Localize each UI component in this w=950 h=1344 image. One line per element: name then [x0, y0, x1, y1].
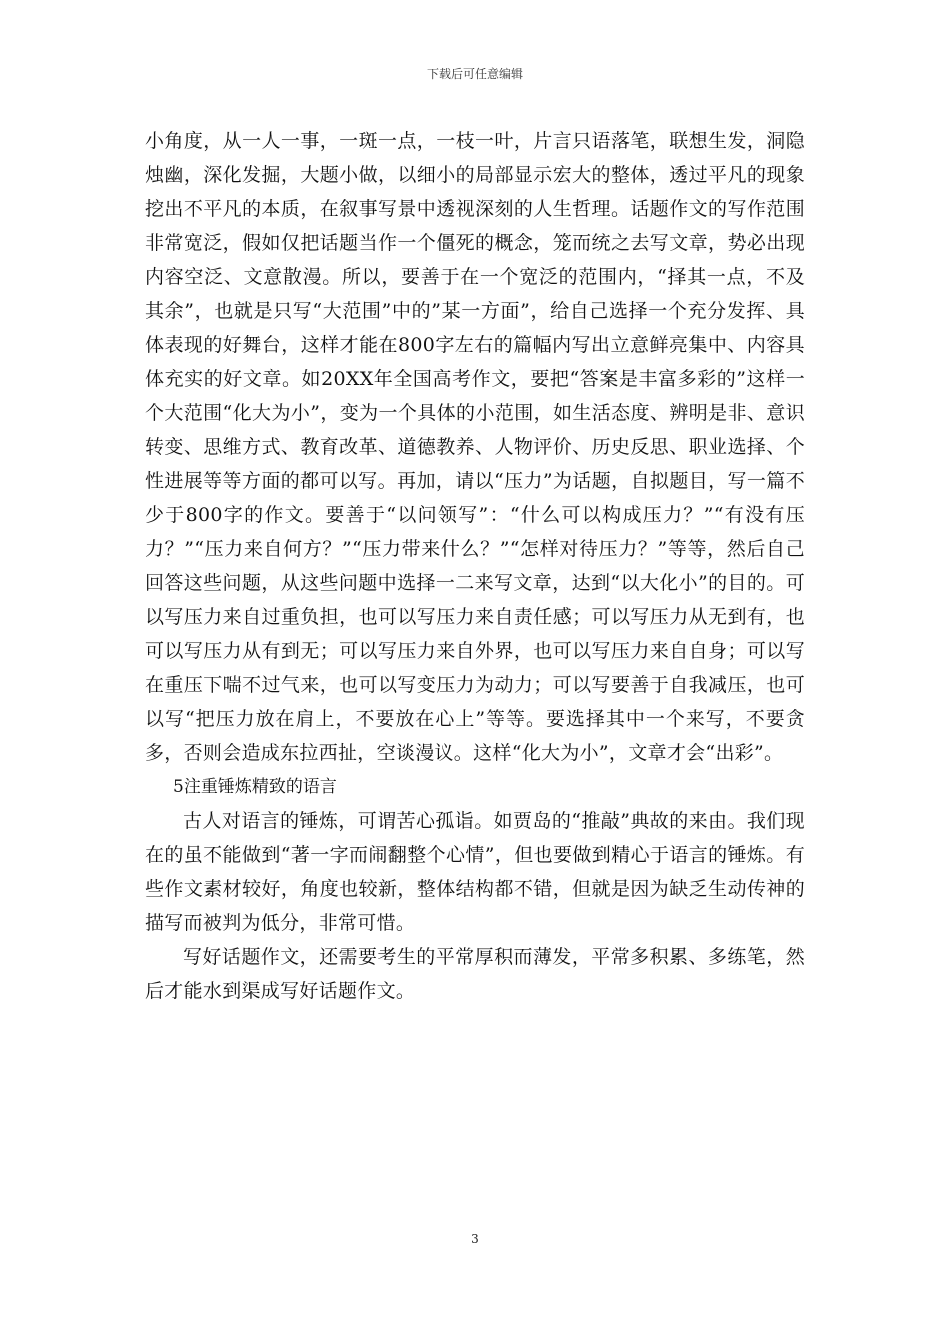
- document-body: [145, 124, 805, 1008]
- body-paragraph: 古人对语言的锤炼，可谓苦心孤诣。如贾岛的“推敲”典故的来由。我们现在的虽不能做到“著一字而闹翻整个心情”，但也要做到精心于语言的锤炼。有些作文素材较好，角度也较新，整体结构都不错，但就是因为缺乏生动传神的描写而被判为低分，非常可惜。: [145, 810, 805, 934]
- section-heading: 5注重锤炼精致的语言: [173, 777, 337, 797]
- body-paragraph: 小角度，从一人一事，一斑一点，一枝一叶，片言只语落笔，联想生发，洞隐烛幽，深化发掘，大题小做，以细小的局部显示宏大的整体，透过平凡的现象挖出不平凡的本质，在叙事写景中透视深刻的人生哲理。话题作文的写作范围非常宽泛，假如仅把话题当作一个僵死的概念，笼而统之去写文章，势必出现内容空泛、文意散漫。所以，要善于在一个宽泛的范围内，“择其一点，不及其余”，也就是只写“大范围”中的”某一方面”，给自己选择一个充分发挥、具体表现的好舞台，这样才能在800字左右的篇幅内写出立意鲜亮集中、内容具体充实的好文章。如20XX年全国高考作文，要把“答案是丰富多彩的”这样一个大范围“化大为小”，变为一个具体的小范围，如生活态度、辨明是非、意识转变、思维方式、教育改革、道德教养、人物评价、历史反思、职业选择、个性进展等等方面的都可以写。再加，请以“压力”为话题，自拟题目，写一篇不少于800字的作文。要善于“以问领写”：“什么可以构成压力？”“有没有压力？”“压力来自何方？”“压力带来什么？”“怎样对待压力？”等等，然后自己回答这些问题，从这些问题中选择一二来写文章，达到“以大化小”的目的。可以写压力来自过重负担，也可以写压力来自责任感；可以写压力从无到有，也可以写压力从有到无；可以写压力来自外界，也可以写压力来自自身；可以写在重压下喘不过气来，也可以写变压力为动力；可以写要善于自我减压，也可以写“把压力放在肩上，不要放在心上”等等。要选择其中一个来写，不要贪多，否则会造成东拉西扯，空谈漫议。这样“化大为小”，文章才会“出彩”。: [145, 130, 805, 764]
- page-header: 下载后可任意编辑: [426, 67, 523, 81]
- body-paragraph: 写好话题作文，还需要考生的平常厚积而薄发，平常多积累、多练笔，然后才能水到渠成写好话题作文。: [145, 946, 805, 1002]
- page-number: 3: [471, 1232, 479, 1246]
